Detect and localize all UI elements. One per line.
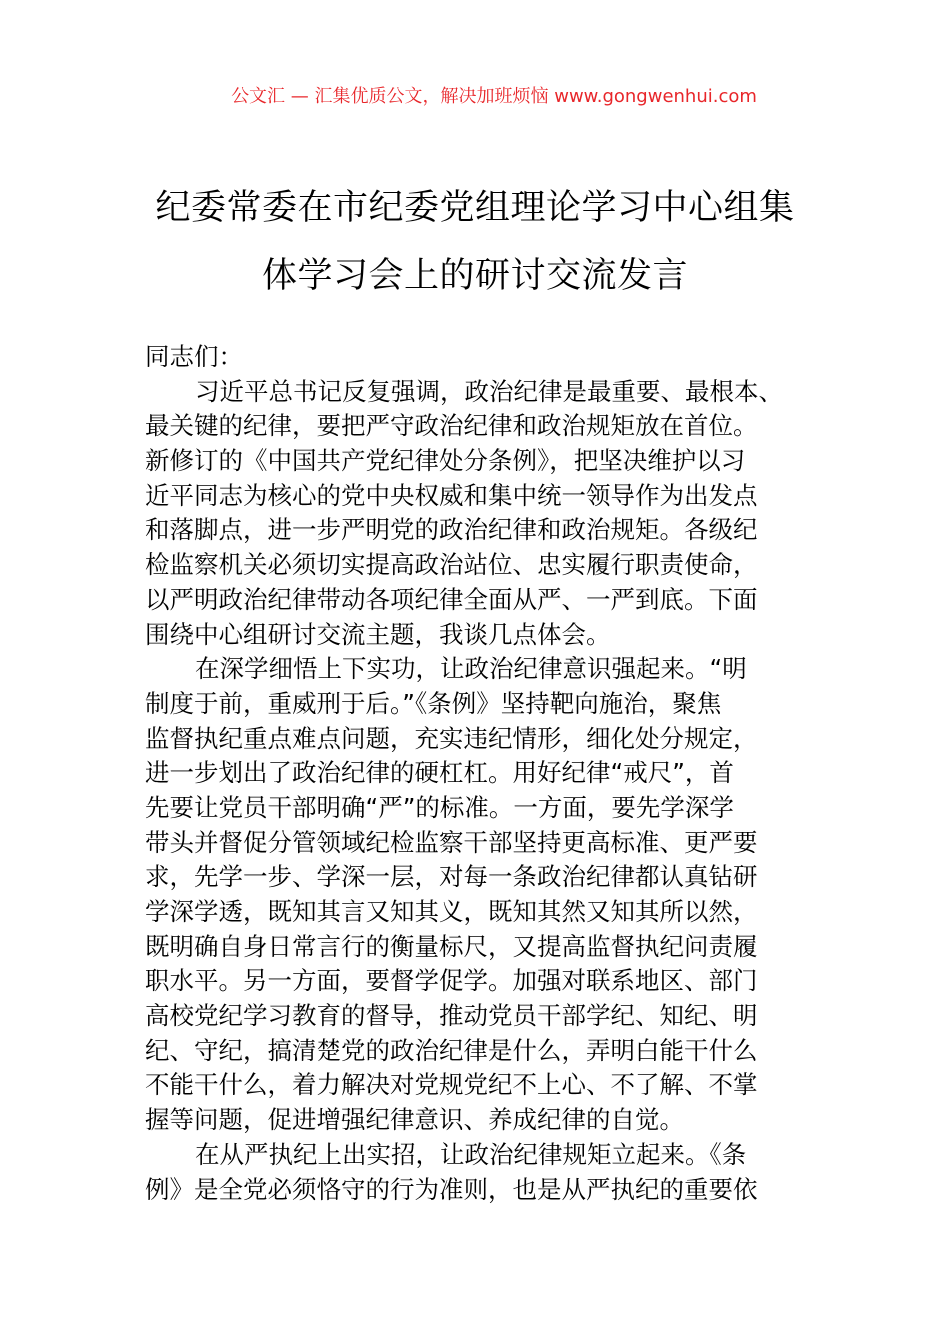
document-body — [145, 340, 845, 1207]
paragraph-line: 监督执纪重点难点问题，充实违纪情形，细化处分规定， — [145, 723, 758, 753]
paragraph-line: 以严明政治纪律带动各项纪律全面从严、一严到底。下面 — [145, 584, 758, 614]
paragraph-line: 先要让党员干部明确“严”的标准。一方面，要先学深学 — [145, 792, 734, 822]
paragraph-line: 在深学细悟上下实功，让政治纪律意识强起来。“明 — [195, 654, 747, 684]
paragraph-line: 检监察机关必须切实提高政治站位、忠实履行职责使命， — [145, 550, 758, 580]
paragraph-line: 制度于前，重威刑于后。”《条例》坚持靶向施治，聚焦 — [145, 688, 722, 718]
paragraph-line: 纪、守纪，搞清楚党的政治纪律是什么，弄明白能干什么 — [145, 1035, 758, 1065]
paragraph-line: 和落脚点，进一步严明党的政治纪律和政治规矩。各级纪 — [145, 515, 758, 545]
paragraph-line: 不能干什么，着力解决对党规党纪不上心、不了解、不掌 — [145, 1070, 758, 1100]
paragraph-line: 职水平。另一方面，要督学促学。加强对联系地区、部门 — [145, 966, 758, 996]
paragraph-line: 最关键的纪律，要把严守政治纪律和政治规矩放在首位。 — [145, 411, 758, 441]
paragraph-line: 带头并督促分管领域纪检监察干部坚持更高标准、更严要 — [145, 827, 758, 857]
paragraph-line: 近平同志为核心的党中央权威和集中统一领导作为出发点 — [145, 480, 758, 510]
paragraph-line: 学深学透，既知其言又知其义，既知其然又知其所以然， — [145, 897, 758, 926]
document-title-line-2: 体学习会上的研讨交流发言 — [261, 256, 688, 296]
paragraph-line: 新修订的《中国共产党纪律处分条例》，把坚决维护以习 — [145, 446, 746, 476]
greeting: 同志们： — [145, 342, 243, 371]
paragraph-line: 例》是全党必须恪守的行为准则，也是从严执纪的重要依 — [145, 1174, 758, 1204]
paragraph-line: 习近平总书记反复强调，政治纪律是最重要、最根本、 — [195, 376, 783, 406]
paragraph-line: 高校党纪学习教育的督导，推动党员干部学纪、知纪、明 — [145, 1001, 758, 1031]
document-title-line-1: 纪委常委在市纪委党组理论学习中心组集 — [155, 188, 795, 228]
paragraph-line: 握等问题，促进增强纪律意识、养成纪律的自觉。 — [145, 1105, 684, 1135]
paragraph-line: 求，先学一步、学深一层，对每一条政治纪律都认真钻研 — [145, 862, 758, 892]
paragraph-line: 既明确自身日常言行的衡量标尺，又提高监督执纪问责履 — [145, 931, 758, 961]
paragraph-line: 围绕中心组研讨交流主题，我谈几点体会。 — [145, 619, 611, 649]
paragraph-line: 在从严执纪上出实招，让政治纪律规矩立起来。《条 — [195, 1139, 747, 1169]
paragraph-line: 进一步划出了政治纪律的硬杠杠。用好纪律“戒尺”，首 — [145, 758, 734, 788]
watermark-header: 公文汇 — 汇集优质公文，解决加班烦恼 www.gongwenhui.com — [231, 86, 757, 107]
